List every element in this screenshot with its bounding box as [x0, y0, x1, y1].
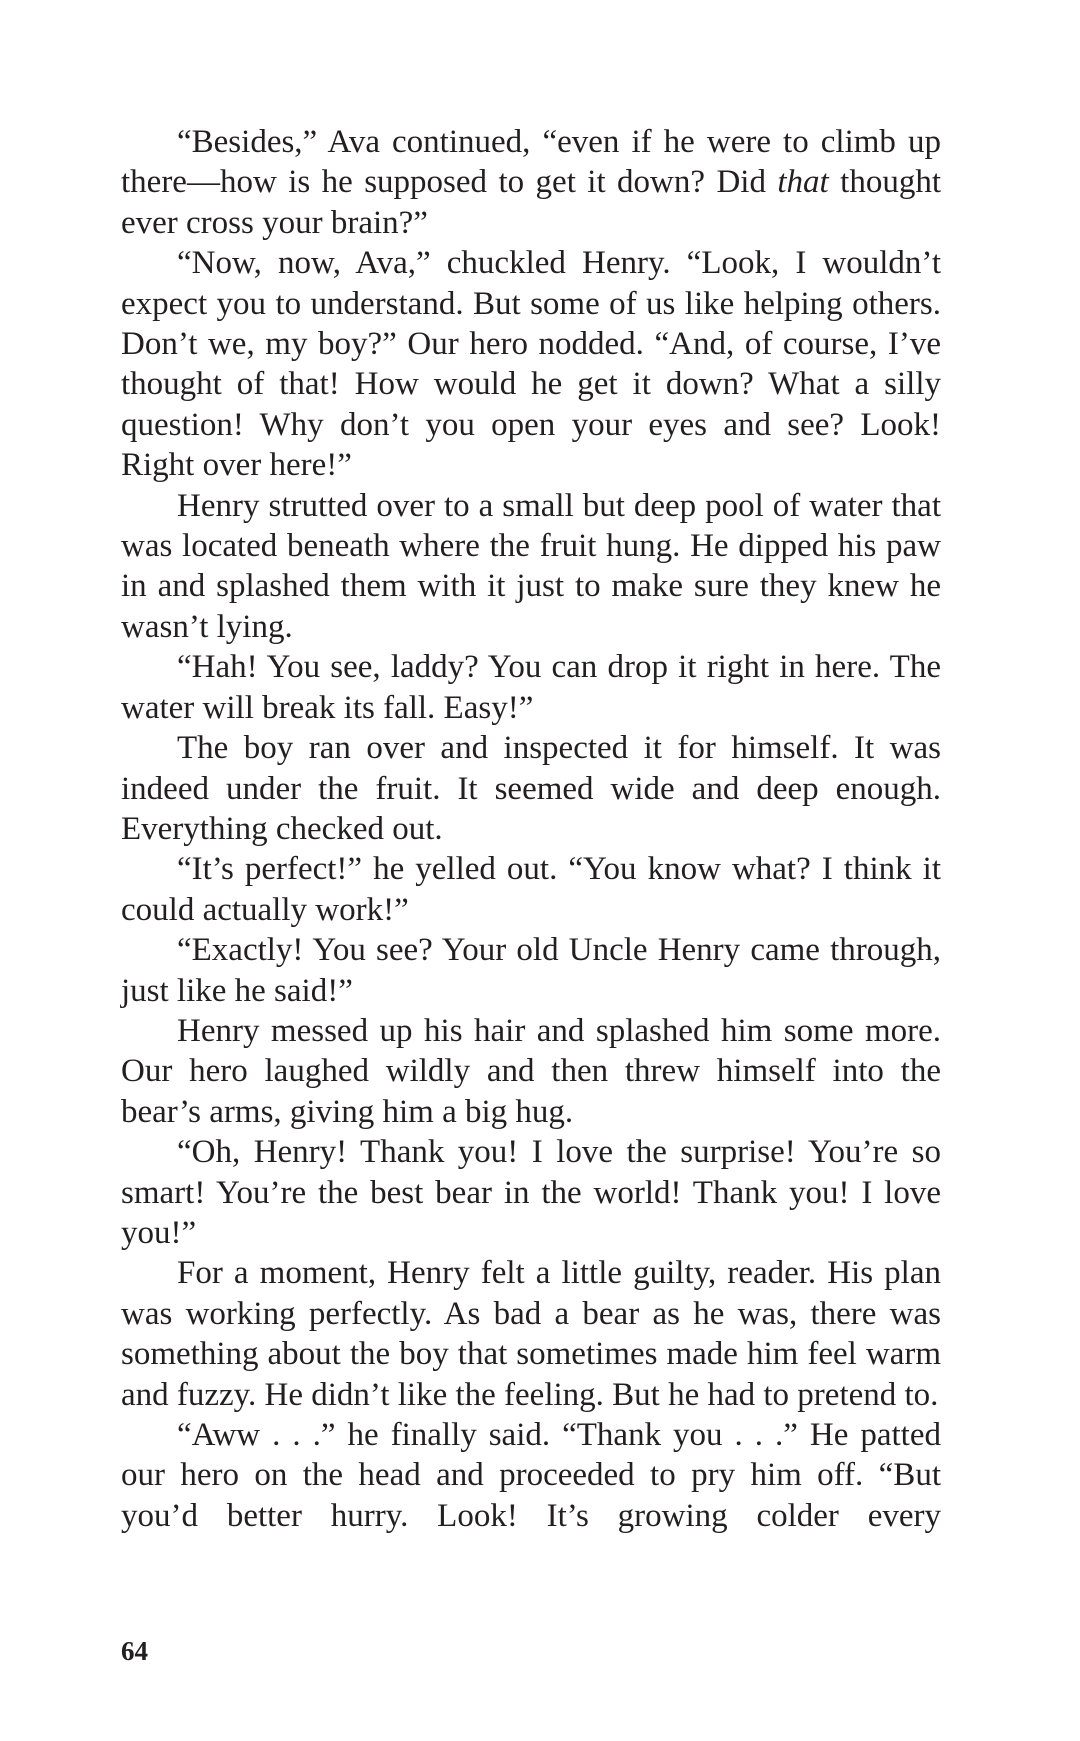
paragraph: [121, 1011, 941, 1132]
paragraph: [121, 243, 941, 485]
text-run: thought ever cross your brain?”: [121, 164, 941, 241]
paragraph: [121, 930, 941, 1011]
paragraph: [121, 1253, 941, 1415]
text-run: “Besides,” Ava continued, “even if he were to climb up there—how is he supposed to get it down? Did: [121, 124, 941, 201]
page-body: [121, 122, 941, 1536]
paragraph: [121, 849, 941, 930]
text-run: Henry messed up his hair and splashed him some more. Our hero laughed wildly and then threw himself into the bear’s arms, giving him a big hug.: [121, 1012, 941, 1130]
paragraph: [121, 1415, 941, 1536]
paragraph: [121, 1132, 941, 1253]
paragraph: [121, 122, 941, 243]
text-run: “Oh, Henry! Thank you! I love the surprise! You’re so smart! You’re the best bear in the world! Thank you! I love you!”: [121, 1134, 941, 1251]
paragraph: [121, 486, 941, 648]
italic-text: that: [777, 164, 829, 201]
text-run: “Aww . . .” he finally said. “Thank you . . .” He patted our hero on the head and proceeded to pry him off. “But you’d better hurry. Look! It’s growing colder every: [121, 1417, 941, 1534]
text-run: Henry strutted over to a small but deep pool of water that was located beneath where the fruit hung. He dipped his paw in and splashed them with it just to make sure they knew he wasn’t lying.: [121, 487, 941, 645]
text-run: The boy ran over and inspected it for himself. It was indeed under the fruit. It seemed wide and deep enough. Everything checked out.: [121, 730, 941, 847]
text-run: “Hah! You see, laddy? You can drop it right in here. The water will break its fall. Easy!”: [121, 649, 941, 726]
text-run: “Now, now, Ava,” chuckled Henry. “Look, I wouldn’t expect you to understand. But some of us like helping others. Don’t we, my boy?” Our hero nodded. “And, of course, I’ve thought of that! How would he get it down? What a silly question! Why don’t you open your eyes and see? Look! Right over here!”: [121, 245, 941, 484]
text-run: For a moment, Henry felt a little guilty, reader. His plan was working perfectly. As bad a bear as he was, there was something about the boy that sometimes made him feel warm and fuzzy. He didn’t like the feeling. But he had to pretend to.: [121, 1255, 941, 1413]
paragraph: [121, 728, 941, 849]
page-number: 64: [121, 1636, 148, 1666]
paragraph: [121, 647, 941, 728]
text-run: “Exactly! You see? Your old Uncle Henry came through, just like he said!”: [121, 932, 941, 1009]
text-run: “It’s perfect!” he yelled out. “You know what? I think it could actually work!”: [121, 851, 941, 928]
